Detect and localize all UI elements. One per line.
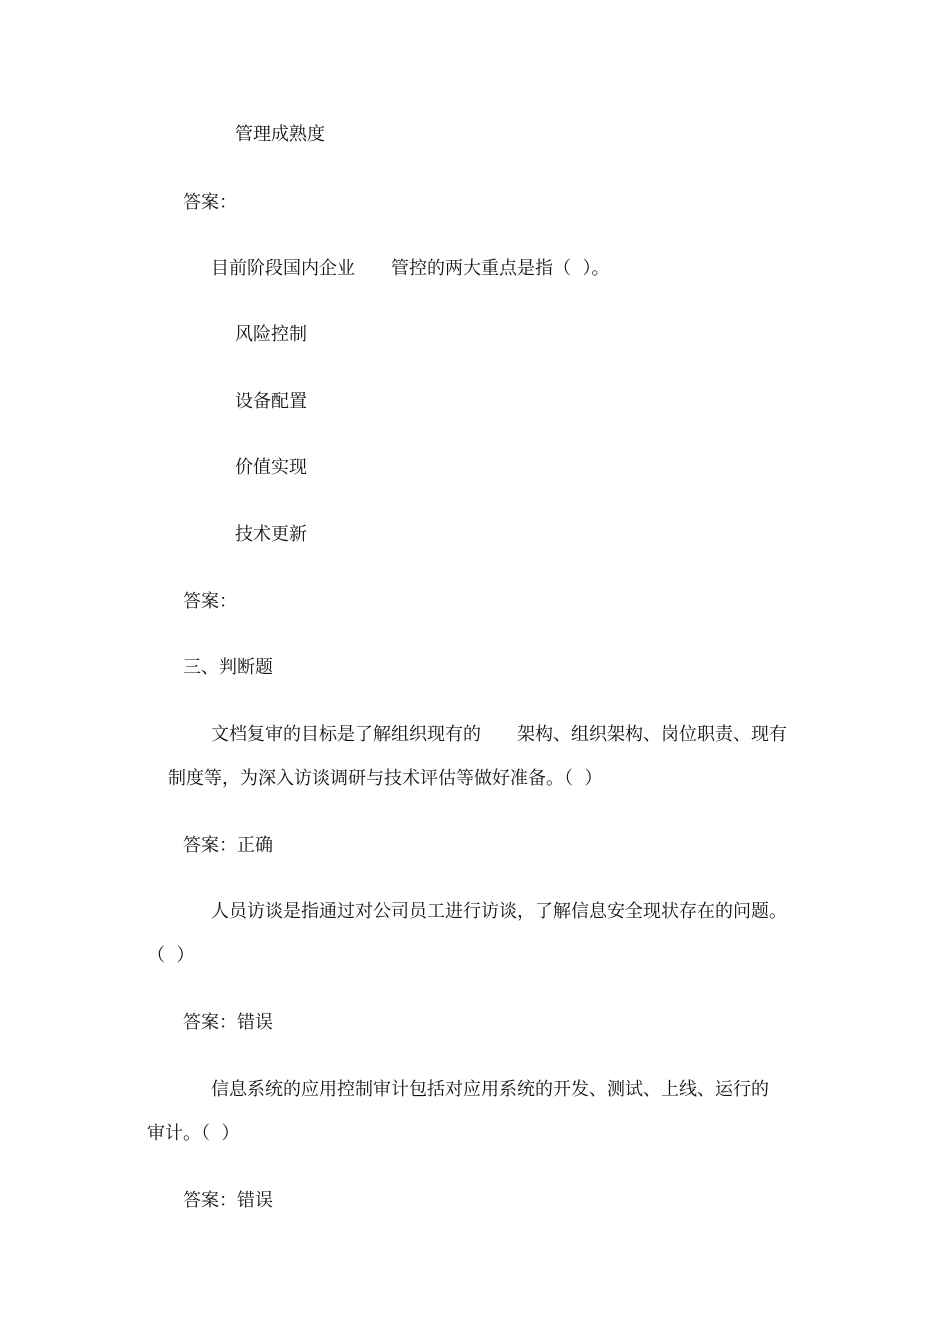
question-text: 信息系统的应用控制审计包括对应用系统的开发、测试、上线、运行的: [211, 1079, 769, 1100]
question-text-continued: 制度等，为深入访谈调研与技术评估等做好准备。（ ）: [168, 768, 603, 789]
option-text: 风险控制: [235, 324, 307, 345]
answer-label: 答案：正确: [183, 835, 273, 856]
option-text: 价值实现: [235, 457, 307, 478]
question-text: 目前阶段国内企业 管控的两大重点是指（ ）。: [211, 258, 610, 279]
answer-label: 答案：错误: [183, 1190, 273, 1211]
question-text-continued: 审计。（ ）: [147, 1123, 240, 1144]
answer-label: 答案：: [183, 591, 237, 612]
question-text-continued: （ ）: [147, 945, 195, 966]
option-text: 设备配置: [235, 391, 307, 412]
option-text: 管理成熟度: [235, 124, 325, 145]
option-text: 技术更新: [235, 524, 307, 545]
question-text: 文档复审的目标是了解组织现有的 架构、组织架构、岗位职责、现有: [211, 724, 787, 745]
answer-label: 答案：: [183, 192, 237, 213]
question-text: 人员访谈是指通过对公司员工进行访谈，了解信息安全现状存在的问题。: [211, 901, 787, 922]
section-heading: 三、判断题: [183, 657, 273, 678]
answer-label: 答案：错误: [183, 1012, 273, 1033]
